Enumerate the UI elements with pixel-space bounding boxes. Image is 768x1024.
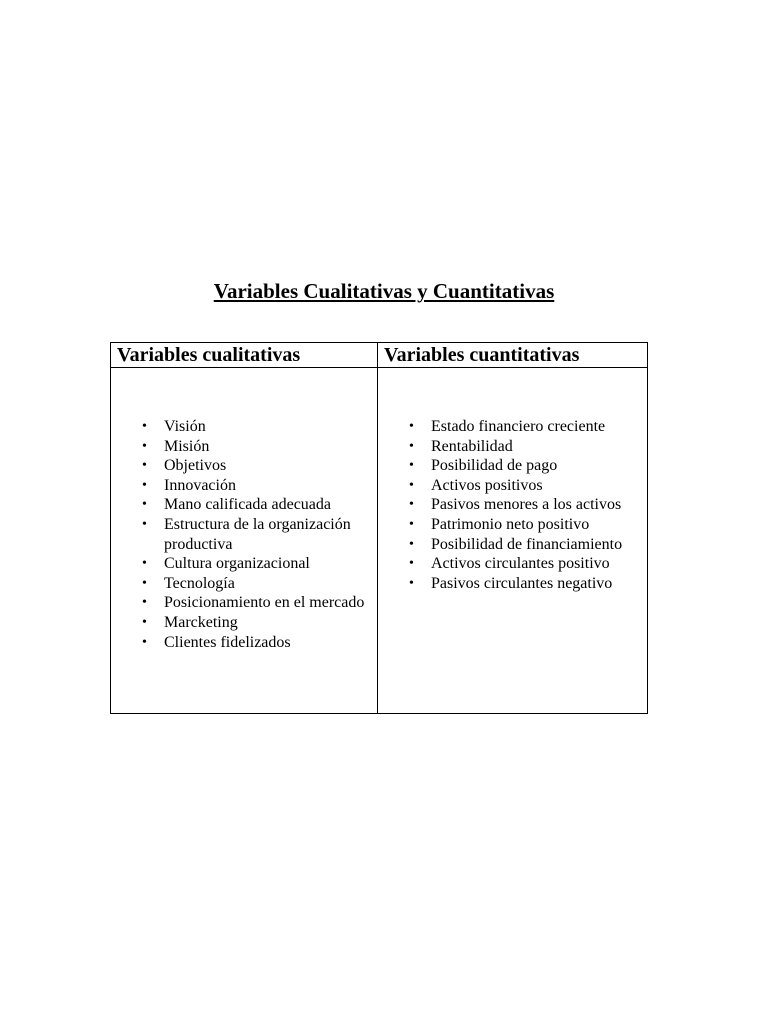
list-item-text: Rentabilidad <box>431 437 513 455</box>
bullet-icon: • <box>409 556 414 572</box>
list-item-text: Clientes fidelizados <box>164 633 291 651</box>
list-item-text: Estado financiero creciente <box>431 418 606 435</box>
qualitative-list-item <box>111 613 377 633</box>
bullet-icon: • <box>142 575 147 591</box>
list-item-text: Estructura de la organización productiva <box>164 515 351 553</box>
bullet-icon: • <box>142 438 147 454</box>
quantitative-list-item <box>378 535 647 555</box>
list-item-text: Posibilidad de financiamiento <box>431 535 623 553</box>
bullet-icon: • <box>142 497 147 513</box>
bullet-icon: • <box>142 634 147 650</box>
list-item-text: Activos circulantes positivo <box>431 555 610 573</box>
quantitative-list <box>378 368 647 593</box>
qualitative-list-item <box>111 456 377 476</box>
quantitative-list-item <box>378 495 647 515</box>
bullet-icon: • <box>409 458 414 474</box>
quantitative-header: Variables cuantitativas <box>378 343 648 368</box>
bullet-icon: • <box>142 458 147 474</box>
bullet-icon: • <box>409 516 414 532</box>
list-item-text: Visión <box>164 418 206 435</box>
bullet-icon: • <box>409 438 414 454</box>
qualitative-list <box>111 368 377 652</box>
qualitative-list-item <box>111 437 377 457</box>
table-header-row <box>111 343 648 368</box>
quantitative-cell <box>378 368 648 714</box>
list-item-text: Pasivos circulantes negativo <box>431 574 613 592</box>
qualitative-list-item <box>111 633 377 653</box>
list-item-text: Innovación <box>164 476 236 494</box>
bullet-icon: • <box>142 516 147 532</box>
qualitative-list-item <box>111 554 377 574</box>
qualitative-list-item <box>111 417 377 437</box>
list-item-text: Posibilidad de pago <box>431 457 558 475</box>
bullet-icon: • <box>409 497 414 513</box>
quantitative-list-item <box>378 515 647 535</box>
bullet-icon: • <box>142 556 147 572</box>
list-item-text: Mano calificada adecuada <box>164 496 332 514</box>
list-item-text: Objetivos <box>164 457 227 475</box>
bullet-icon: • <box>409 419 414 434</box>
list-item-text: Cultura organizacional <box>164 555 310 573</box>
qualitative-list-item <box>111 574 377 594</box>
list-item-text: Patrimonio neto positivo <box>431 515 590 533</box>
qualitative-list-item <box>111 515 377 554</box>
quantitative-list-item <box>378 417 647 437</box>
bullet-icon: • <box>142 614 147 630</box>
bullet-icon: • <box>409 536 414 552</box>
qualitative-list-item <box>111 495 377 515</box>
qualitative-list-item <box>111 593 377 613</box>
quantitative-list-item <box>378 554 647 574</box>
variables-table <box>110 342 648 714</box>
list-item-text: Misión <box>164 437 210 455</box>
bullet-icon: • <box>409 575 414 591</box>
bullet-icon: • <box>409 477 414 493</box>
qualitative-header: Variables cualitativas <box>111 343 378 368</box>
list-item-text: Tecnología <box>164 574 235 592</box>
bullet-icon: • <box>142 595 147 611</box>
bullet-icon: • <box>142 419 147 434</box>
qualitative-cell <box>111 368 378 714</box>
quantitative-list-item <box>378 456 647 476</box>
quantitative-list-item <box>378 437 647 457</box>
table-body-row <box>111 368 648 714</box>
document-title: Variables Cualitativas y Cuantitativas <box>213 279 555 303</box>
quantitative-list-item <box>378 574 647 594</box>
list-item-text: Pasivos menores a los activos <box>431 496 622 514</box>
qualitative-list-item <box>111 476 377 496</box>
list-item-text: Posicionamiento en el mercado <box>164 594 365 612</box>
list-item-text: Marcketing <box>164 613 238 631</box>
quantitative-list-item <box>378 476 647 496</box>
list-item-text: Activos positivos <box>431 476 543 494</box>
bullet-icon: • <box>142 477 147 493</box>
